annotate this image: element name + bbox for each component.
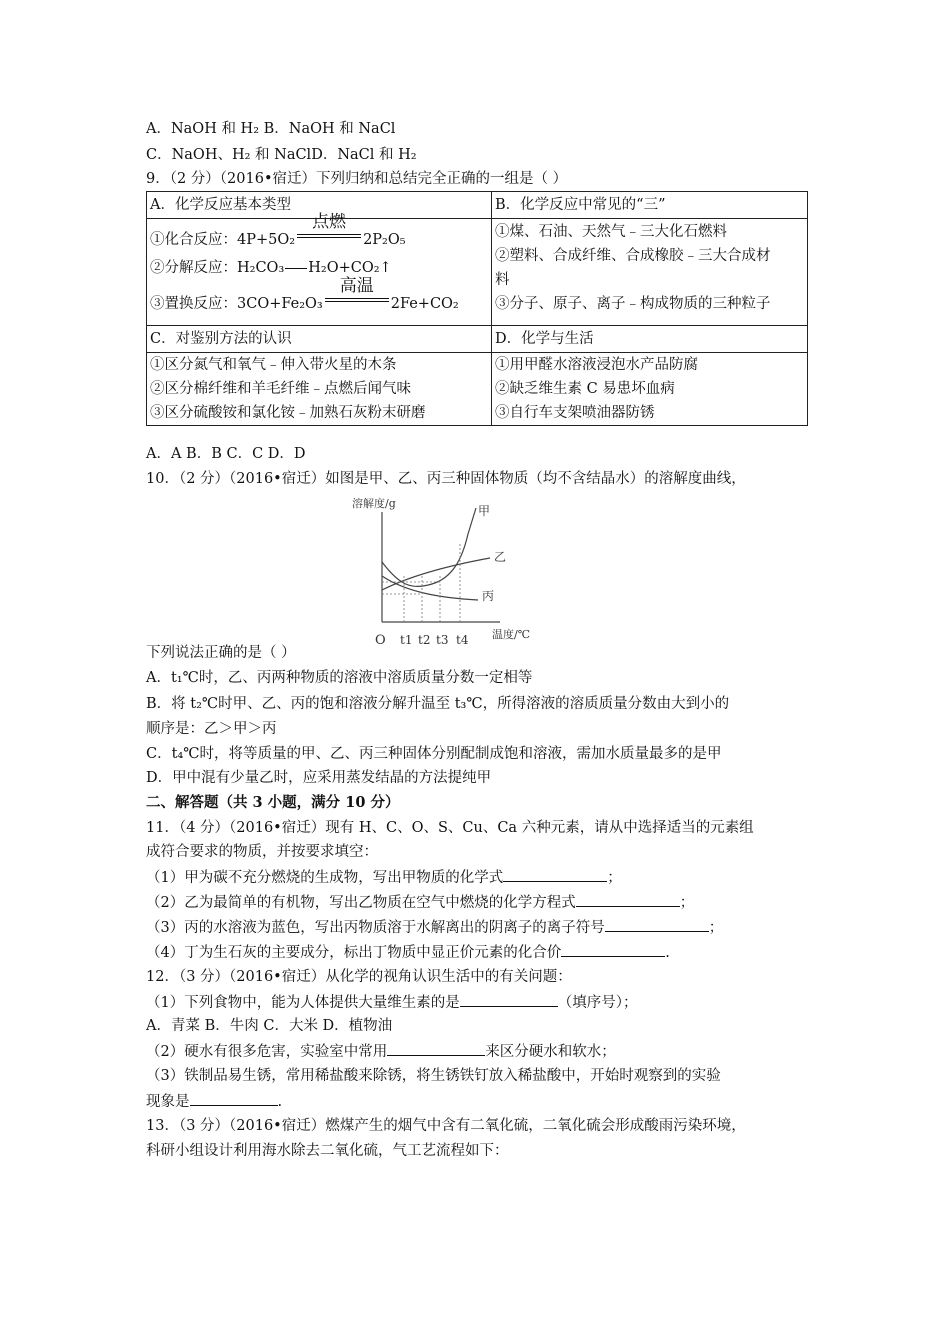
q12-part3b	[146, 1091, 282, 1112]
q11-p4-end: .	[665, 945, 670, 961]
q10-option-c: C．t₄℃时，将等质量的甲、乙、丙三种固体分别配制成饱和溶液，需加水质量最多的是甲	[146, 746, 722, 762]
q9-c-head: C．对鉴别方法的认识	[147, 326, 492, 353]
chart-label-jia: 甲	[478, 504, 491, 518]
q11-p3-text: （3）丙的水溶液为蓝色，写出丙物质溶于水解离出的阴离子的离子符号	[146, 920, 605, 936]
chart-tick-t3: t3	[436, 633, 449, 647]
q12-p3b-text: 现象是	[146, 1094, 190, 1110]
chart-tick-t2: t2	[418, 633, 431, 647]
condition-arrow	[325, 276, 389, 308]
q8-options-line1: A．NaOH 和 H₂ B．NaOH 和 NaCl	[146, 121, 396, 137]
q8-options-line2: C．NaOH、H₂ 和 NaClD．NaCl 和 H₂	[146, 147, 417, 163]
q9-table	[146, 191, 808, 426]
q9-d-body	[492, 353, 808, 426]
chart-tick-t1: t1	[400, 633, 413, 647]
q9-a1-pre: ①化合反应：4P+5O₂	[150, 232, 296, 248]
chart-xlabel: 温度/℃	[492, 628, 531, 641]
q11-p3-end: ；	[708, 920, 724, 936]
q9-d1: ①用甲醛水溶液浸泡水产品防腐	[495, 357, 698, 373]
q9-c1: ①区分氮气和氧气﹣伸入带火星的木条	[150, 357, 397, 373]
q9-b2b: 料	[495, 272, 510, 288]
q9-a1-post: 2P₂O₅	[363, 232, 406, 248]
q9-stem: 9．（2 分）（2016•宿迁）下列归纳和总结完全正确的一组是（ ）	[146, 171, 568, 187]
q11-p1-end: ；	[607, 870, 622, 886]
q11-p4-text: （4）丁为生石灰的主要成分，标出丁物质中显正价元素的化合价	[146, 945, 562, 961]
solubility-chart	[350, 494, 570, 650]
q11-blank-2[interactable]	[576, 892, 680, 907]
chart-ylabel: 溶解度/g	[352, 497, 396, 510]
q9-d-head: D．化学与生活	[492, 326, 808, 353]
q11-stem1: 11．（4 分）（2016•宿迁）现有 H、C、O、S、Cu、Ca 六种元素，请从中选择适当的元素组	[146, 820, 754, 836]
q11-p2-text: （2）乙为最简单的有机物，写出乙物质在空气中燃烧的化学方程式	[146, 895, 576, 911]
q11-blank-4[interactable]	[561, 942, 665, 957]
curve-bing	[382, 576, 478, 600]
q12-blank-3[interactable]	[190, 1091, 278, 1106]
q12-blank-1[interactable]	[460, 992, 558, 1007]
q11-part3	[146, 917, 723, 938]
q9-a-body	[147, 212, 492, 326]
q10-option-a: A．t₁℃时，乙、丙两种物质的溶液中溶质质量分数一定相等	[146, 670, 533, 686]
q9-a1-cond: 点燃	[312, 212, 347, 232]
q12-options: A．青菜 B．牛肉 C．大米 D．植物油	[146, 1018, 393, 1034]
q11-part1	[146, 867, 622, 888]
q9-a2-post: H₂O+CO₂↑	[308, 260, 392, 276]
q12-p2-tail: 来区分硬水和软水；	[485, 1044, 616, 1060]
q13-stem1: 13．（3 分）（2016•宿迁）燃煤产生的烟气中含有二氧化硫，二氧化硫会形成酸雨污染环境，	[146, 1118, 746, 1134]
q12-part1	[146, 992, 637, 1013]
q13-stem2: 科研小组设计利用海水除去二氧化硫，气工艺流程如下：	[146, 1143, 509, 1159]
q9-a-head: A．化学反应基本类型	[147, 192, 492, 219]
q9-c3: ③区分硫酸铵和氯化铵﹣加熟石灰粉末研磨	[150, 405, 426, 421]
q9-b-head: B．化学反应中常见的“三”	[492, 192, 808, 219]
chart-tick-t4: t4	[456, 633, 469, 647]
q9-d2: ②缺乏维生素 C 易患坏血病	[495, 381, 675, 397]
q12-part3: （3）铁制品易生锈，常用稀盐酸来除锈，将生锈铁钉放入稀盐酸中，开始时观察到的实验	[146, 1068, 721, 1084]
q9-c2: ②区分棉纤维和羊毛纤维﹣点燃后闻气味	[150, 381, 411, 397]
q11-blank-3[interactable]	[605, 917, 709, 932]
q11-stem2: 成符合要求的物质，并按要求填空：	[146, 844, 378, 860]
q9-b2a: ②塑料、合成纤维、合成橡胶﹣三大合成材	[495, 248, 771, 264]
q12-p1-tail: （填序号）；	[557, 995, 638, 1011]
q12-stem: 12．（3 分）（2016•宿迁）从化学的视角认识生活中的有关问题：	[146, 969, 572, 985]
q11-blank-1[interactable]	[503, 867, 607, 882]
q9-d3: ③自行车支架喷油器防锈	[495, 405, 655, 421]
q12-p2-text: （2）硬水有很多危害，实验室中常用	[146, 1044, 388, 1060]
q9-options: A．A B．B C．C D．D	[146, 446, 306, 462]
q10-option-d: D．甲中混有少量乙时，应采用蒸发结晶的方法提纯甲	[146, 770, 492, 786]
q10-cont: 下列说法正确的是（ ）	[146, 645, 296, 661]
q10-stem: 10．（2 分）（2016•宿迁）如图是甲、乙、丙三种固体物质（均不含结晶水）的溶解度曲线，	[146, 471, 746, 487]
chart-label-yi: 乙	[494, 550, 507, 564]
curve-jia	[382, 508, 476, 586]
q12-part2	[146, 1041, 616, 1062]
q10-option-b1: B．将 t₂℃时甲、乙、丙的饱和溶液分解升温至 t₃℃，所得溶液的溶质质量分数由大到小的	[146, 696, 730, 712]
q9-c-body	[147, 353, 492, 426]
q12-blank-2[interactable]	[387, 1041, 485, 1056]
chart-label-bing: 丙	[482, 589, 495, 603]
q9-a3-cond: 高温	[339, 276, 374, 296]
q11-p1-text: （1）甲为碳不充分燃烧的生成物，写出甲物质的化学式	[146, 870, 504, 886]
q11-part4	[146, 942, 670, 963]
chart-origin: O	[375, 633, 386, 648]
q12-p3-end: .	[277, 1094, 283, 1110]
equation-dash	[285, 268, 307, 269]
section-title: 二、解答题（共 3 小题，满分 10 分）	[146, 794, 400, 811]
condition-arrow	[297, 212, 361, 244]
q10-option-b2: 顺序是：乙＞甲＞丙	[146, 721, 277, 737]
q9-a3-pre: ③置换反应：3CO+Fe₂O₃	[150, 296, 323, 312]
q9-a2: ②分解反应：H₂CO₃	[150, 260, 285, 276]
q9-b1: ①煤、石油、天然气﹣三大化石燃料	[495, 224, 727, 240]
q11-p2-end: ；	[679, 895, 695, 911]
q9-b-body	[492, 219, 808, 326]
q9-a3-post: 2Fe+CO₂	[390, 296, 459, 312]
q11-part2	[146, 892, 694, 913]
q12-p1-text: （1）下列食物中，能为人体提供大量维生素的是	[146, 995, 460, 1011]
q9-b3: ③分子、原子、离子﹣构成物质的三种粒子	[495, 296, 771, 312]
